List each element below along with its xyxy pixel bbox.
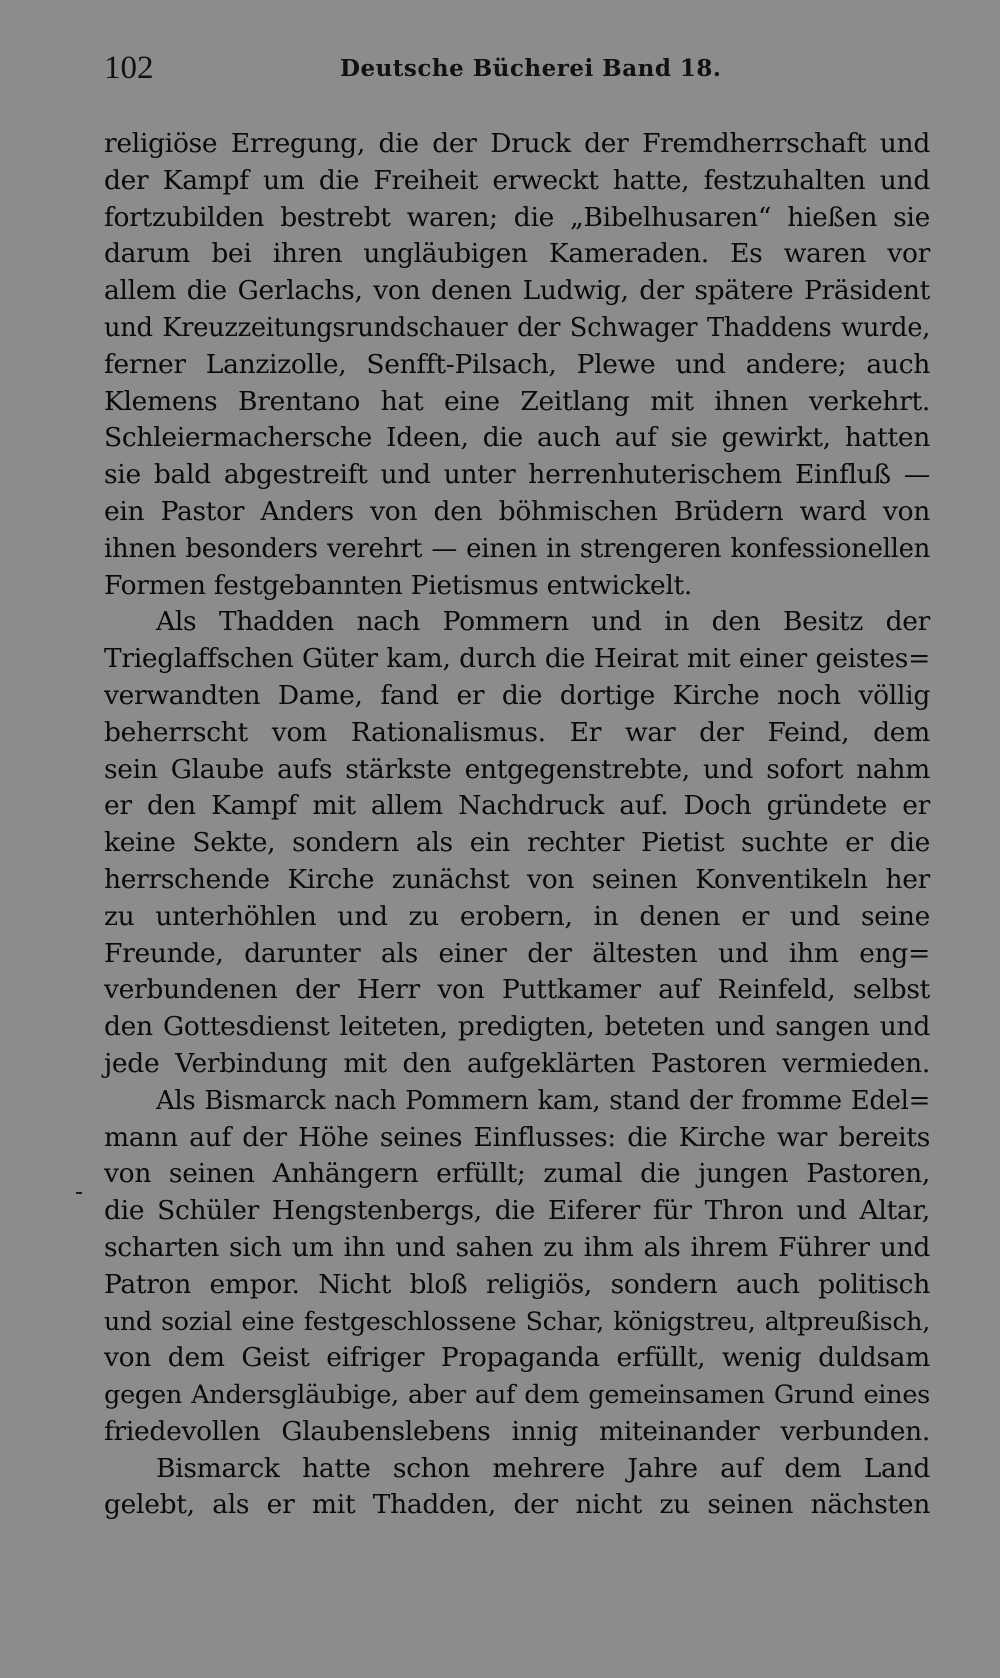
text-line: zu unterhöhlen und zu erobern, in denen er und seine: [104, 900, 930, 932]
text-line: den Gottesdienst leiteten, predigten, beteten und sangen und: [104, 1011, 930, 1043]
body-text: [104, 126, 930, 1524]
running-head: Deutsche Bücherei Band 18.: [340, 55, 722, 82]
text-line: Bismarck hatte schon mehrere Jahre auf dem Land: [156, 1452, 930, 1484]
text-line: darum bei ihren ungläubigen Kameraden. Es waren vor: [104, 238, 930, 270]
text-line: jede Verbindung mit den aufgeklärten Pastoren vermieden.: [104, 1047, 930, 1079]
text-line: ihnen besonders verehrt — einen in strengeren konfessionellen: [104, 533, 930, 564]
page-number: 102: [104, 50, 154, 86]
text-line: Patron empor. Nicht bloß religiös, sondern auch politisch: [104, 1268, 930, 1300]
text-line: Als Bismarck nach Pommern kam, stand der fromme Edel=: [156, 1085, 930, 1116]
text-line: und sozial eine festgeschlossene Schar, königstreu, altpreußisch,: [104, 1306, 930, 1336]
text-line: ferner Lanzizolle, Senfft-Pilsach, Plewe und andere; auch: [104, 348, 930, 380]
text-line: herrschende Kirche zunächst von seinen Konventikeln her: [104, 863, 930, 895]
text-line: gelebt, als er mit Thadden, der nicht zu seinen nächsten: [104, 1489, 930, 1521]
text-line: die Schüler Hengstenbergs, die Eiferer für Thron und Altar,: [104, 1195, 930, 1227]
text-line: beherrscht vom Rationalismus. Er war der Feind, dem: [104, 716, 930, 748]
text-line: Klemens Brentano hat eine Zeitlang mit ihnen verkehrt.: [104, 385, 930, 417]
text-line: er den Kampf mit allem Nachdruck auf. Doch gründete er: [104, 790, 930, 822]
text-line: Formen festgebannten Pietismus entwickelt.: [104, 569, 692, 601]
text-line: friedevollen Glaubenslebens innig miteinander verbunden.: [104, 1415, 930, 1447]
text-line: Freunde, darunter als einer der ältesten und ihm eng=: [104, 937, 930, 969]
text-line: von seinen Anhängern erfüllt; zumal die jungen Pastoren,: [104, 1158, 930, 1190]
text-line: verwandten Dame, fand er die dortige Kirche noch völlig: [104, 679, 930, 711]
text-line: von dem Geist eifriger Propaganda erfüllt, wenig duldsam: [104, 1342, 930, 1374]
text-line: mann auf der Höhe seines Einflusses: die Kirche war bereits: [104, 1121, 930, 1153]
text-line: keine Sekte, sondern als ein rechter Pietist suchte er die: [104, 827, 930, 859]
page-header: [104, 48, 930, 88]
text-line: verbundenen der Herr von Puttkamer auf Reinfeld, selbst: [104, 974, 930, 1006]
text-line: fortzubilden bestrebt waren; die „Bibelhusaren“ hießen sie: [104, 201, 930, 233]
text-line: der Kampf um die Freiheit erweckt hatte, festzuhalten und: [104, 164, 930, 196]
text-line: Schleiermachersche Ideen, die auch auf sie gewirkt, hatten: [104, 422, 930, 454]
text-line: Als Thadden nach Pommern und in den Besitz der: [156, 606, 930, 638]
text-line: Trieglaffschen Güter kam, durch die Heirat mit einer geistes=: [104, 643, 930, 675]
print-speck: [76, 1192, 82, 1194]
text-line: und Kreuzzeitungsrundschauer der Schwager Thaddens wurde,: [104, 312, 930, 343]
text-line: gegen Andersgläubige, aber auf dem gemeinsamen Grund eines: [104, 1380, 930, 1411]
text-line: religiöse Erregung, die der Druck der Fremdherrschaft und: [104, 128, 930, 159]
text-line: sie bald abgestreift und unter herrenhuterischem Einfluß —: [104, 459, 930, 491]
text-line: ein Pastor Anders von den böhmischen Brüdern ward von: [104, 495, 930, 527]
text-line: sein Glaube aufs stärkste entgegenstrebte, und sofort nahm: [104, 753, 930, 785]
text-line: scharten sich um ihn und sahen zu ihm als ihrem Führer und: [104, 1231, 930, 1263]
text-line: allem die Gerlachs, von denen Ludwig, der spätere Präsident: [104, 275, 930, 307]
